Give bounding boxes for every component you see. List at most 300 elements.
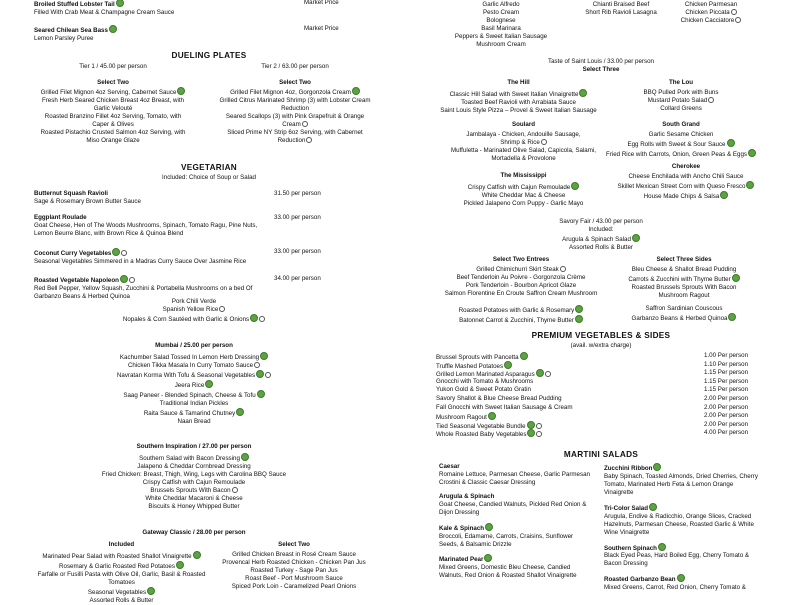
gluten-free-icon <box>560 266 566 272</box>
cherokee-section <box>611 163 761 201</box>
salad-item <box>604 463 764 497</box>
item-name: Eggplant Roulade <box>34 214 87 221</box>
vegetarian-icon <box>147 587 155 595</box>
list-item: Beef Tenderloin Au Poivre - Gorgonzola Crème <box>456 273 586 281</box>
soulard-section <box>436 121 611 163</box>
list-item <box>34 380 354 390</box>
vegetarian-icon <box>720 191 728 199</box>
item-text: Grilled Chimichurri Skirt Steak <box>476 265 559 273</box>
item-price: 2.00 Per person <box>704 420 749 428</box>
tier-title: Tier 2 / 63.00 per person <box>261 63 329 70</box>
salad-item <box>439 493 594 517</box>
item-text: Garbanzo Beans & Herbed Quinoa <box>631 314 728 322</box>
subsection-title: The Lou <box>668 79 694 86</box>
gluten-free-icon <box>731 9 737 15</box>
tier2-section <box>216 63 374 144</box>
list-item: Pork Tenderloin - Bourbon Apricot Glaze <box>465 281 577 289</box>
item-text: Marinated Pear <box>439 556 484 564</box>
mississippi-section <box>436 172 611 208</box>
menu-item <box>34 275 274 301</box>
list-item <box>34 471 354 479</box>
item-price: 2.00 Per person <box>704 412 749 420</box>
menu-item <box>34 248 269 266</box>
tier1-section <box>38 63 188 144</box>
list-item <box>604 313 764 323</box>
list-item <box>34 495 354 503</box>
vegetarian-icon <box>236 408 244 416</box>
entrees-section <box>436 256 606 298</box>
vegetarian-icon <box>632 234 640 242</box>
list-item: Bleu Cheese & Shallot Bread Pudding <box>631 265 737 273</box>
list-item <box>219 583 369 591</box>
list-item <box>34 503 354 511</box>
item-price: Market Price <box>304 25 339 32</box>
list-item: Basil Marinara <box>481 24 521 32</box>
salad-desc: Romaine Lettuce, Parmesan Cheese, Garlic Parmesan Crostini & Classic Caesar Dressing <box>439 470 590 486</box>
salad-name <box>604 503 764 513</box>
tier-item <box>38 87 188 97</box>
list-item <box>34 418 354 426</box>
gluten-free-icon <box>708 97 714 103</box>
item-text: Mushroom Ragout <box>436 414 487 422</box>
vegetarian-icon <box>653 463 661 471</box>
gluten-free-icon <box>232 487 238 493</box>
section-title: PREMIUM VEGETABLES & SIDES <box>531 331 671 340</box>
vegetarian-icon <box>112 248 120 256</box>
list-item <box>436 234 766 244</box>
list-item <box>34 463 354 471</box>
vegetarian-icon <box>728 313 736 321</box>
item-text: Grilled Lemon Marinated Asparagus <box>436 371 535 379</box>
vegetarian-icon <box>571 182 579 190</box>
salad-name <box>439 523 594 533</box>
list-item <box>34 390 354 400</box>
item-text: Saag Paneer - Blended Spinach, Cheese & Tofu <box>123 391 256 399</box>
item-price: Market Price <box>304 0 339 6</box>
salad-item <box>604 543 764 569</box>
select-label: Select Three <box>582 65 620 73</box>
item-desc: Goat Cheese, Hen of The Woods Mushrooms, Spinach, Tomato Ragu, Pine Nuts, Lemon Beurre Blanc, with Brown Rice & Quinoa Blend <box>34 221 258 237</box>
vegetarian-icon <box>575 315 583 323</box>
item-text: Chicken Parmesan <box>684 1 738 8</box>
list-item: Saffron Sardinian Couscous <box>645 305 723 312</box>
item-text: Navratan Korma With Tofu & Seasonal Vegetables <box>116 371 256 379</box>
item-text: Gnocchi with Tomato & Mushrooms <box>436 377 534 385</box>
item-name: Roasted Vegetable Napoleon <box>34 277 119 284</box>
item-text: Roasted Potatoes with Garlic & Rosemary <box>458 307 575 314</box>
list-item <box>436 89 601 99</box>
select-label: Select Two <box>97 78 129 86</box>
item-price: 33.00 per person <box>274 248 321 255</box>
list-item <box>34 561 209 571</box>
select-label: Select Two <box>279 78 311 86</box>
item-desc: Sage & Rosemary Brown Butter Sauce <box>34 197 141 205</box>
list-item: Cheese Enchilada with Ancho Chili Sauce <box>628 172 744 180</box>
item-text: Nopales & Corn Sautéed with Garlic & Onions <box>122 315 250 323</box>
gluten-free-icon <box>306 137 312 143</box>
list-item: Peppers & Sweet Italian Sausage <box>454 32 548 40</box>
item-text: Truffle Mashed Potatoes <box>436 362 504 370</box>
item-text: Raita Sauce & Tamarind Chutney <box>143 409 236 417</box>
salad-desc: Arugula, Endive & Radicchio, Orange Slices, Cracked Hazelnuts, Parmesan Cheese, Roasted Garlic & White Wine Vinaigrette <box>604 512 754 536</box>
vegetarian-icon <box>205 380 213 388</box>
salad-name <box>604 543 764 553</box>
salad-name <box>604 574 764 584</box>
lou-section <box>611 79 751 113</box>
section-title: MARTINI SALADS <box>563 450 639 459</box>
list-item <box>436 182 611 192</box>
tier-item <box>38 129 188 145</box>
list-item: Mushroom Cream <box>476 40 526 48</box>
section-subtitle: (avail. w/extra charge) <box>570 342 632 349</box>
salad-desc: Baby Spinach, Toasted Almonds, Dried Cherries, Cherry Tomato, Marinated Herb Feta & Lemon Orange Vinaigrette <box>604 472 758 496</box>
list-item <box>611 181 761 191</box>
item-price: 2.00 Per person <box>704 394 749 402</box>
vegetarian-icon <box>746 181 754 189</box>
item-text: Spanish Yellow Rice <box>162 305 219 313</box>
list-item <box>219 559 369 567</box>
vegetarian-icon <box>658 543 666 551</box>
vegetarian-icon <box>520 352 528 360</box>
item-text: Chicken Cacciatore <box>680 16 735 24</box>
item-text: Carrots & Zucchini with Thyme Butter <box>628 275 731 283</box>
pasta-list <box>436 1 566 49</box>
list-item <box>219 575 369 583</box>
list-item <box>671 17 751 25</box>
item-text: Tri-Color Salad <box>604 504 649 512</box>
item-text: Grilled Filet Mignon 4oz Serving, Cabernet Sauce <box>40 88 177 96</box>
vegetarian-icon <box>257 390 265 398</box>
station-fragment <box>34 298 354 324</box>
list-item <box>436 421 770 430</box>
item-price: 1.15 Per person <box>704 377 749 385</box>
vegetarian-icon <box>527 421 535 429</box>
vegetarian-icon <box>579 89 587 97</box>
salad-desc: Goat Cheese, Candied Walnuts, Pickled Red Onion & Dijon Dressing <box>439 500 587 516</box>
item-text: Grilled Chicken Breast in Rosé Cream Sauce <box>232 550 356 558</box>
list-item: Pesto Cream <box>482 8 520 16</box>
menu-item <box>34 214 259 238</box>
item-text: House Made Chips & Salsa <box>643 192 720 200</box>
station-title: Savory Fair / 43.00 per person <box>559 218 643 225</box>
item-text: Brussels Sprouts With Bacon <box>150 486 231 494</box>
subsection-title: The Hill <box>507 79 530 86</box>
list-item <box>436 244 766 252</box>
item-text: Seasonal Vegetables <box>87 588 147 596</box>
item-text: Marinated Pear Salad with Roasted Shallot Vinaigrette <box>42 552 192 560</box>
list-item <box>34 453 354 463</box>
list-item <box>34 400 354 408</box>
item-text: Roasted Pistachio Crusted Salmon 4oz Serving, with Miso Orange Glaze <box>40 128 186 144</box>
item-text: Egg Rolls with Sweet & Sour Sauce <box>627 140 726 148</box>
gluten-free-icon <box>541 139 547 145</box>
tier-item <box>216 87 374 97</box>
gluten-free-icon <box>219 306 225 312</box>
list-item <box>34 587 209 597</box>
list-item <box>436 429 770 438</box>
item-text: White Cheddar Macaroni & Cheese <box>145 494 243 502</box>
section-title: DUELING PLATES <box>171 51 247 60</box>
list-item <box>34 314 354 324</box>
item-name: Coconut Curry Vegetables <box>34 250 112 257</box>
vegetarian-icon <box>488 412 496 420</box>
list-item: White Cheddar Mac & Cheese <box>481 191 566 199</box>
list-item: BBQ Pulled Pork with Buns <box>643 88 719 96</box>
list-item <box>34 352 354 362</box>
station-southern <box>34 443 354 511</box>
sides-left-continued <box>436 305 606 325</box>
gluten-free-icon <box>259 316 265 322</box>
item-text: Rosemary & Garlic Roasted Red Potatoes <box>59 562 175 570</box>
gluten-free-icon <box>254 362 260 368</box>
item-text: Roast Beef - Port Mushroom Sauce <box>245 574 343 582</box>
list-item <box>601 149 761 159</box>
item-text: Skillet Mexican Street Corn with Queso Fresco <box>617 182 746 190</box>
item-text: Chicken Tikka Masala In Curry Tomato Sauce <box>127 361 254 369</box>
list-item <box>671 1 751 9</box>
vegetarian-icon <box>241 453 249 461</box>
item-text: Southern Salad with Bacon Dressing <box>139 454 240 462</box>
list-item <box>436 395 770 404</box>
vegetarian-icon <box>109 25 117 33</box>
list-item: Salmon Florentine En Croute Saffron Cream Mushroom <box>444 289 598 297</box>
salad-item <box>604 574 764 592</box>
list-item <box>34 298 354 306</box>
vegetarian-icon <box>536 369 544 377</box>
item-text: Fresh Herb Seared Chicken Breast 4oz Breast, with Garlic Velouté <box>41 96 185 112</box>
list-item <box>436 404 770 413</box>
vegetarian-icon <box>193 551 201 559</box>
gluten-free-icon <box>536 423 542 429</box>
list-item <box>671 9 751 17</box>
subsection-title: Cherokee <box>671 163 701 170</box>
section-subtitle: Included: Choice of Soup or Salad <box>162 174 256 181</box>
item-text: Whole Roasted Baby Vegetables <box>436 431 527 439</box>
item-text: Roasted Turkey - Sage Pan Jus <box>250 566 338 574</box>
item-price: 1.00 Per person <box>704 352 749 359</box>
item-text: Mustard Potato Salad <box>647 96 708 104</box>
item-text: Tied Seasonal Vegetable Bundle <box>436 422 526 430</box>
tier-item <box>216 113 374 129</box>
item-price: 1.15 Per person <box>704 386 749 394</box>
select-label: Select Two <box>278 541 310 548</box>
item-text: Grilled Filet Mignon 4oz, Gorgonzola Cream <box>230 88 351 96</box>
item-text: Jeera Rice <box>174 381 205 389</box>
item-text: Provencal Herb Roasted Chicken - Chicken Pan Jus <box>222 558 366 566</box>
sides-right-continued <box>604 305 764 323</box>
item-text: Crispy Catfish with Cajun Remoulade <box>467 183 571 191</box>
item-text: Roasted Branzino Fillet 4oz Serving, Tomato, with Caper & Olives <box>44 112 182 128</box>
gluten-free-icon <box>121 250 127 256</box>
vegetarian-icon <box>485 523 493 531</box>
item-text: Fried Rice with Carrots, Onion, Green Peas & Eggs <box>606 150 747 158</box>
list-item: Bolognese <box>486 16 516 24</box>
subsection-title: Soulard <box>511 121 536 128</box>
salad-item <box>439 523 594 549</box>
vegetarian-icon <box>116 0 124 7</box>
station-title: Mumbai / 25.00 per person <box>155 342 233 349</box>
station-title: Southern Inspiration / 27.00 per person <box>136 443 252 450</box>
tier-title: Tier 1 / 45.00 per person <box>79 63 147 70</box>
item-price: 33.00 per person <box>274 214 321 221</box>
salad-name: Caesar <box>439 463 460 470</box>
gluten-free-icon <box>302 121 308 127</box>
select-label: Select Three Sides <box>656 256 712 263</box>
list-item: Chianti Braised Beef <box>592 1 650 8</box>
list-item: Muffuletta - Marinated Olive Salad, Capicola, Salami, Mortadella & Provolone <box>450 146 597 162</box>
list-item <box>34 306 354 314</box>
salad-desc: Mixed Greens, Domestic Bleu Cheese, Candied Walnuts, Red Onion & Roasted Shallot Vinaigrette <box>439 564 577 580</box>
station-mumbai <box>34 342 354 425</box>
list-item <box>436 352 770 361</box>
station-title: Gateway Classic / 28.00 per person <box>142 529 246 536</box>
list-item <box>436 378 770 387</box>
included-label: Included <box>108 541 135 548</box>
list-item <box>34 487 354 495</box>
martini-right <box>604 463 764 592</box>
section-title: VEGETARIAN <box>180 163 238 172</box>
entree-list <box>566 1 676 17</box>
item-desc: Seasonal Vegetables Simmered in a Madras Curry Sauce Over Jasmine Rice <box>34 257 247 265</box>
subsection-title: The Mississippi <box>500 172 547 179</box>
vegetarian-icon <box>727 139 735 147</box>
tier-item <box>216 129 374 145</box>
list-item <box>34 370 354 380</box>
martini-left <box>439 463 594 580</box>
item-name: Broiled Stuffed Lobster Tail <box>34 1 115 8</box>
gluten-free-icon <box>545 371 551 377</box>
included-label: Included: <box>588 225 614 233</box>
vegetarian-icon <box>177 87 185 95</box>
list-item: Short Rib Ravioli Lasagna <box>585 8 657 16</box>
hill-section <box>436 79 601 115</box>
item-text: Assorted Rolls & Butter <box>569 243 633 251</box>
vegetarian-icon <box>352 87 360 95</box>
tier-item <box>38 97 188 113</box>
item-text: Kale & Spinach <box>439 524 485 532</box>
list-item: Collard Greens <box>660 104 702 112</box>
item-price: 34.00 per person <box>274 275 321 282</box>
list-item: Mushroom Ragout <box>658 291 710 299</box>
gluten-free-icon <box>536 431 542 437</box>
list-item: Garlic Sesame Chicken <box>648 130 714 138</box>
salad-name <box>604 463 764 473</box>
item-desc: Lemon Parsley Puree <box>34 34 94 42</box>
salad-name: Arugula & Spinach <box>439 492 495 500</box>
salad-name <box>439 554 594 564</box>
item-text: Roasted Garbanzo Bean <box>604 576 676 584</box>
item-text: Spiced Pork Loin - Caramelized Pearl Onions <box>231 582 357 590</box>
gluten-free-icon <box>129 277 135 283</box>
list-item <box>436 361 770 370</box>
vegetarian-icon <box>260 352 268 360</box>
list-item <box>611 191 761 201</box>
gluten-free-icon <box>265 372 271 378</box>
menu-item <box>34 190 274 206</box>
list-item <box>34 571 209 587</box>
list-item <box>601 139 761 149</box>
item-text: Brussel Sprouts with Pancetta <box>436 354 519 361</box>
item-price: 1.10 Per person <box>704 360 749 368</box>
list-item <box>34 597 209 605</box>
vegetarian-icon <box>120 275 128 283</box>
item-price: 4.00 Per person <box>704 429 749 437</box>
list-item <box>34 408 354 418</box>
item-text: Jalapeno & Cheddar Cornbread Dressing <box>137 462 251 470</box>
vegetarian-icon <box>732 274 740 282</box>
list-item <box>436 305 606 315</box>
tier-item <box>216 97 374 113</box>
item-text: Southern Spinach <box>604 544 657 552</box>
tier-item <box>38 113 188 129</box>
item-text: Yukon Gold & Sweet Potato Gratin <box>436 386 531 394</box>
vegetarian-icon <box>484 554 492 562</box>
vegetarian-icon <box>176 561 184 569</box>
item-price: 2.00 Per person <box>704 403 749 411</box>
item-text: Savory Shallot & Blue Cheese Bread Pudding <box>436 394 562 402</box>
item-text: Kachumber Salad Tossed In Lemon Herb Dressing <box>119 353 260 361</box>
salad-item <box>439 554 594 580</box>
sides-section <box>604 256 764 300</box>
select-label: Select Two Entrees <box>492 256 550 263</box>
vegetarian-icon <box>649 503 657 511</box>
vegetarian-icon <box>504 361 512 369</box>
list-item <box>34 551 209 561</box>
salad-desc: Mixed Greens, Carrot, Red Onion, Cherry Tomato & <box>604 584 746 592</box>
vegetarian-icon <box>527 429 535 437</box>
item-text: Chicken Piccata <box>685 8 730 16</box>
salad-item <box>604 503 764 537</box>
item-text: Arugula & Spinach Salad <box>562 235 631 243</box>
premium-list <box>436 352 770 438</box>
vegetarian-icon <box>575 305 583 313</box>
item-text: Pork Chili Verde <box>171 298 217 305</box>
vegetarian-icon <box>748 149 756 157</box>
item-text: Traditional Indian Pickles <box>159 399 229 407</box>
gateway-included <box>34 541 209 605</box>
item-text: Sliced Prime NY Strip 6oz Serving, with Cabernet Reduction <box>227 128 363 144</box>
gluten-free-icon <box>735 17 741 23</box>
list-item <box>611 97 751 105</box>
chicken-list <box>671 1 751 25</box>
salad-desc: Broccoli, Edamame, Carrots, Craisins, Sunflower Seeds, & Balsamic Drizzle <box>439 532 574 548</box>
vegetarian-icon <box>250 314 258 322</box>
item-name: Butternut Squash Ravioli <box>34 190 108 197</box>
subsection-title: South Grand <box>662 121 700 128</box>
item-text: Classic Hill Salad with Sweet Italian Vinaigrette <box>449 90 579 98</box>
item-desc: Red Bell Pepper, Yellow Squash, Zucchini & Portabella Mushrooms on a bed Of Garbanzo Beans & Herbed Quinoa <box>34 284 253 300</box>
list-item: Roasted Brussels Sprouts With Bacon <box>631 283 737 291</box>
list-item <box>436 369 770 378</box>
item-text: Grilled Citrus Marinated Shrimp (3) with Lobster Cream Reduction <box>219 96 371 112</box>
item-text: Crispy Catfish with Cajun Remoulade <box>142 478 246 486</box>
vegetarian-icon <box>677 574 685 582</box>
vegetarian-icon <box>256 370 264 378</box>
list-item <box>436 412 770 421</box>
item-text: Assorted Rolls & Butter <box>89 596 154 604</box>
item-text: Farfalle or Fusilli Pasta with Olive Oil, Garlic, Basil & Roasted Tomatoes <box>37 570 206 586</box>
list-item <box>219 567 369 575</box>
list-item: Saint Louis Style Pizza – Provel & Sweet Italian Sausage <box>440 106 597 114</box>
item-name: Seared Chilean Sea Bass <box>34 27 108 34</box>
item-text: Naan Bread <box>177 417 211 425</box>
item-text: Seared Scallops (3) with Pink Grapefruit & Orange Cream <box>225 112 365 128</box>
item-text: Jambalaya - Chicken, Andouille Sausage, Shrimp & Rice <box>466 130 581 146</box>
list-item <box>436 266 606 274</box>
list-item <box>436 386 770 395</box>
item-price: 1.15 Per person <box>704 369 749 377</box>
list-item <box>219 551 369 559</box>
